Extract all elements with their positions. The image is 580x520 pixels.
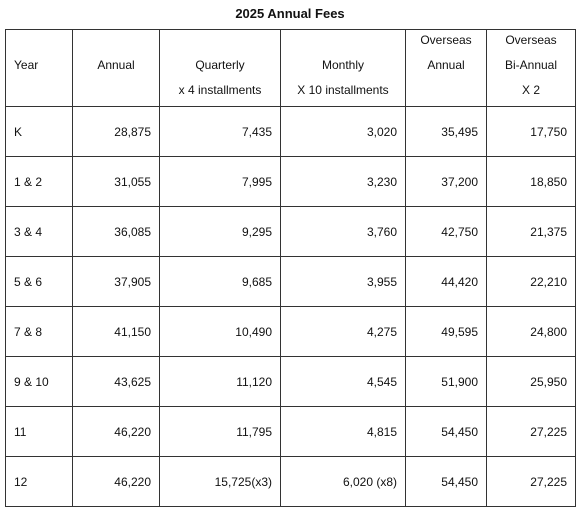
table-row	[6, 457, 576, 507]
cell-quarterly: 10,490	[160, 307, 281, 357]
cell-year: 1 & 2	[6, 157, 73, 207]
table-row	[6, 157, 576, 207]
cell-year: 12	[6, 457, 73, 507]
cell-annual: 37,905	[73, 257, 160, 307]
cell-overseas-annual: 54,450	[406, 457, 487, 507]
cell-overseas-biannual: 18,850	[487, 157, 576, 207]
header-quarterly-title: Quarterly	[195, 58, 245, 72]
header-overseas-biannual-line2: Bi-Annual	[504, 58, 558, 72]
cell-quarterly: 7,995	[160, 157, 281, 207]
cell-quarterly: 11,795	[160, 407, 281, 457]
cell-overseas-annual: 35,495	[406, 107, 487, 157]
header-annual-cell	[73, 30, 160, 107]
header-monthly-title: Monthly	[321, 58, 365, 72]
cell-monthly: 4,815	[281, 407, 406, 457]
header-monthly-cell	[281, 30, 406, 107]
annual-fees-table	[5, 29, 576, 507]
cell-year: 9 & 10	[6, 357, 73, 407]
cell-quarterly: 9,295	[160, 207, 281, 257]
cell-annual: 41,150	[73, 307, 160, 357]
header-overseas-biannual-line3: X 2	[521, 83, 540, 97]
cell-quarterly: 9,685	[160, 257, 281, 307]
cell-monthly: 3,955	[281, 257, 406, 307]
cell-overseas-biannual: 25,950	[487, 357, 576, 407]
document-title: 2025 Annual Fees	[235, 6, 345, 21]
cell-overseas-biannual: 27,225	[487, 407, 576, 457]
cell-overseas-biannual: 22,210	[487, 257, 576, 307]
cell-overseas-annual: 37,200	[406, 157, 487, 207]
header-monthly-subtitle: X 10 installments	[297, 83, 389, 97]
cell-overseas-annual: 44,420	[406, 257, 487, 307]
cell-overseas-biannual: 27,225	[487, 457, 576, 507]
cell-year: K	[6, 107, 73, 157]
cell-overseas-biannual: 21,375	[487, 207, 576, 257]
cell-year: 5 & 6	[6, 257, 73, 307]
table-row	[6, 207, 576, 257]
cell-monthly: 3,020	[281, 107, 406, 157]
cell-overseas-annual: 42,750	[406, 207, 487, 257]
table-row	[6, 257, 576, 307]
header-overseas-annual-line1: Overseas	[420, 33, 472, 47]
cell-overseas-annual: 51,900	[406, 357, 487, 407]
header-overseas-biannual-cell	[487, 30, 576, 107]
header-year-cell	[6, 30, 73, 107]
cell-quarterly: 15,725(x3)	[160, 457, 281, 507]
cell-year: 7 & 8	[6, 307, 73, 357]
cell-monthly: 3,230	[281, 157, 406, 207]
header-overseas-annual-line2: Annual	[427, 58, 465, 72]
cell-annual: 36,085	[73, 207, 160, 257]
cell-year: 3 & 4	[6, 207, 73, 257]
table-header-row	[6, 30, 576, 107]
cell-year: 11	[6, 407, 73, 457]
header-overseas-biannual-line1: Overseas	[505, 33, 557, 47]
cell-monthly: 4,545	[281, 357, 406, 407]
cell-overseas-biannual: 24,800	[487, 307, 576, 357]
header-quarterly-cell	[160, 30, 281, 107]
cell-overseas-annual: 49,595	[406, 307, 487, 357]
cell-monthly: 4,275	[281, 307, 406, 357]
header-year: Year	[14, 58, 39, 72]
cell-annual: 43,625	[73, 357, 160, 407]
cell-annual: 28,875	[73, 107, 160, 157]
cell-quarterly: 11,120	[160, 357, 281, 407]
cell-annual: 46,220	[73, 407, 160, 457]
cell-monthly: 3,760	[281, 207, 406, 257]
header-quarterly-subtitle: x 4 installments	[178, 83, 262, 97]
header-annual: Annual	[97, 58, 135, 72]
cell-overseas-biannual: 17,750	[487, 107, 576, 157]
cell-overseas-annual: 54,450	[406, 407, 487, 457]
table-row	[6, 407, 576, 457]
cell-annual: 31,055	[73, 157, 160, 207]
table-row	[6, 107, 576, 157]
cell-annual: 46,220	[73, 457, 160, 507]
header-overseas-annual-cell	[406, 30, 487, 107]
table-row	[6, 307, 576, 357]
table-row	[6, 357, 576, 407]
cell-monthly: 6,020 (x8)	[281, 457, 406, 507]
cell-quarterly: 7,435	[160, 107, 281, 157]
